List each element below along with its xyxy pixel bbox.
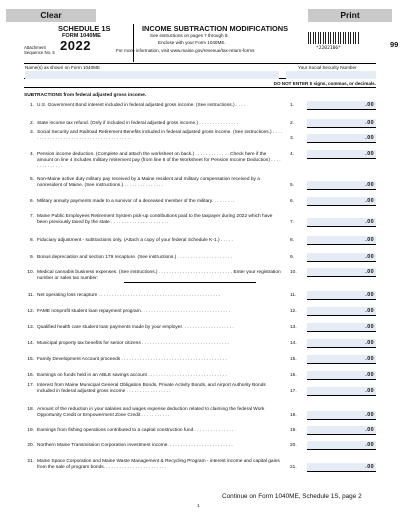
line-ref: 4. xyxy=(290,152,295,157)
line-ref: 15. xyxy=(290,357,297,362)
zero-cents: .00 xyxy=(365,182,374,188)
zero-cents: .00 xyxy=(365,324,374,330)
line-13-amount[interactable] xyxy=(307,323,376,332)
line-ref: 10. xyxy=(290,270,297,275)
zero-cents: .00 xyxy=(365,427,374,433)
instructions-line-1: See instructions on pages 7 through 8. xyxy=(150,33,229,38)
line-ref: 1. xyxy=(290,103,295,108)
line-ref: 3. xyxy=(290,136,295,141)
clear-button[interactable]: Clear xyxy=(6,9,96,22)
continue-note: Continue on Form 1040ME, Schedule 1S, page 2 xyxy=(222,493,362,500)
line-11-amount[interactable] xyxy=(307,291,376,300)
line-number: 18. xyxy=(27,407,34,412)
line-number: 8. xyxy=(29,238,34,243)
line-15-amount[interactable] xyxy=(307,355,376,364)
attachment-sequence: Attachment Sequence No. 5 xyxy=(24,45,55,55)
line-number: 21. xyxy=(27,459,34,464)
line-ref: 16. xyxy=(290,373,297,378)
line-text: Maine Space Corporation and Maine Waste Management & Recycling Program - interest income and capital gains from the sale of program bonds. . . . . . . . . . . . . . . . . . . . . . . . xyxy=(37,459,280,470)
zero-cents: .00 xyxy=(365,151,374,157)
line-number: 11. xyxy=(27,293,34,298)
entry-notice-text: DO NOT ENTER $ signs, commas, or decimals. xyxy=(273,81,376,86)
line-text: Earnings on funds held in an ABLE savings account . . . . . . . . . . . . . . . . . . . . . . . . . . . . . . xyxy=(37,373,227,378)
line-text: Pension income deduction. (Complete and attach the worksheet on back.) . . . . . . . . . . . . . Check here if the amount on line 4 includes military retirement pay (from line 6 of the Worksheet for Pension Income Deduction) . . . . . . . . . . . . . . xyxy=(37,152,281,169)
entry-notice xyxy=(24,81,376,88)
line-number: 7. xyxy=(29,214,34,219)
line-text: Northern Maine Transmission Corporation investment income. . . . . . . . . . . . . . . . . . . . . . . . . xyxy=(37,443,233,448)
zero-cents: .00 xyxy=(365,292,374,298)
line-text: U.S. Government Bond interest included in federal adjusted gross income. (See instructions.) . . . . xyxy=(37,103,246,108)
line-ref: 2. xyxy=(290,121,295,126)
line-number: 17. xyxy=(27,383,34,388)
line-text: Net operating loss recapture . . . . . . . . . . . . . . . . . . . . . . . . . . . . . . . . . . . . . . . . . . . . . . xyxy=(37,293,220,298)
line-number: 13. xyxy=(27,325,34,330)
barcode-image xyxy=(308,32,360,44)
line-text: Municipal property tax benefits for senior citizens . . . . . . . . . . . . . . . . . . . . . . . . . . . . . . . . . xyxy=(37,341,229,346)
zero-cents: .00 xyxy=(365,237,374,243)
line-number: 1. xyxy=(29,103,34,108)
line-ref: 17. xyxy=(290,389,297,394)
name-ssn-bar xyxy=(24,63,376,79)
subtractions-intro: SUBTRACTIONS from federal adjusted gross income. xyxy=(24,93,147,98)
line-text: Amount of the reduction in your salaries and wages expense deduction related to claiming the federal Work Opportunity Credit or Empowerment Zone Credit . . . . . . . . . . . xyxy=(37,407,265,418)
line-ref: 12. xyxy=(290,309,297,314)
line-16-amount[interactable] xyxy=(307,371,376,380)
page-number: 1 xyxy=(197,503,200,508)
zero-cents: .00 xyxy=(365,372,374,378)
page-code: 99 xyxy=(390,40,399,49)
line-12-amount[interactable] xyxy=(307,307,376,316)
line-number: 9. xyxy=(29,255,34,260)
print-button[interactable]: Print xyxy=(308,9,392,22)
line-text: Fiduciary adjustment - subtractions only. (Attach a copy of your federal Schedule K-1.) . . . . . xyxy=(37,238,233,243)
zero-cents: .00 xyxy=(365,254,374,260)
line-1-amount[interactable] xyxy=(307,101,376,110)
line-number: 15. xyxy=(27,357,34,362)
line-8-amount[interactable] xyxy=(307,236,376,245)
tax-year: 2022 xyxy=(60,38,91,53)
zero-cents: .00 xyxy=(365,464,374,470)
line-5-amount[interactable] xyxy=(307,181,376,190)
ssn-field[interactable] xyxy=(286,71,376,79)
line-text: Bonus depreciation and section 179 recapture. (See instructions.) . . . . . . . . . . . . . . . . . . . . . xyxy=(37,255,233,260)
instructions-line-3: For more information, visit www.maine.gov/revenue/tax-return-forms xyxy=(116,48,255,53)
name-label: Name(s) as shown on Form 1040ME xyxy=(25,65,101,70)
line-text: Non-Maine active duty military pay received by a Maine resident and military compensation received by a nonresident of Maine. (See instructions.) . . . . . . . . . . . . . . . xyxy=(37,177,260,188)
line-6-amount[interactable] xyxy=(307,197,376,206)
zero-cents: .00 xyxy=(365,269,374,275)
line-ref: 13. xyxy=(290,325,297,330)
line-text: Interest from Maine Municipal General Obligation Bonds, Private Activity Bonds, and Airport Authority Bonds included in federal adjusted gross income . . . . . . . . . . . . . . . . . xyxy=(37,383,266,394)
line-ref: 20. xyxy=(290,443,297,448)
barcode-number: *2202106* xyxy=(316,46,341,51)
line-9-amount[interactable] xyxy=(307,253,376,262)
line-21-amount[interactable] xyxy=(307,463,376,472)
zero-cents: .00 xyxy=(365,102,374,108)
line-text: Family Development Account proceeds . . . . . . . . . . . . . . . . . . . . . . . . . . . . . . . . . . . . . . . . xyxy=(37,357,227,362)
line-number: 5. xyxy=(29,177,34,182)
line-number: 3. xyxy=(29,130,34,135)
line-ref: 8. xyxy=(290,238,295,243)
zero-cents: .00 xyxy=(365,388,374,394)
line-10-amount[interactable] xyxy=(307,268,376,277)
line-2-amount[interactable] xyxy=(307,119,376,128)
zero-cents: .00 xyxy=(365,412,374,418)
schedule-box xyxy=(24,24,134,62)
line-number: 4. xyxy=(29,152,34,157)
line-4-amount[interactable] xyxy=(307,150,376,159)
line-number: 16. xyxy=(27,373,34,378)
zero-cents: .00 xyxy=(365,308,374,314)
line-text: Military annuity payments made to a survivor of a deceased member of the military. . . . . . . . . xyxy=(37,199,235,204)
line-17-amount[interactable] xyxy=(307,387,376,396)
line-number: 20. xyxy=(27,443,34,448)
line-ref: 11. xyxy=(290,293,297,298)
line-text: Maine Public Employees Retirement System pick-up contributions paid to the taxpayer during 2022 which have been previously taxed by the state . . . . . . . . . . . . . . . . . . . . . . xyxy=(37,214,273,225)
line-number: 14. xyxy=(27,341,34,346)
line-text: Qualified health care student loan payments made by your employer. . . . . . . . . . . . . . . . . . . . xyxy=(37,325,234,330)
line-number: 12. xyxy=(27,309,34,314)
zero-cents: .00 xyxy=(365,340,374,346)
line-18-amount[interactable] xyxy=(307,411,376,420)
top-toolbar xyxy=(6,9,392,22)
line-text: FAME nonprofit student loan repayment program. . . . . . . . . . . . . . . . . . . . . . . . . . . . . . . . . . xyxy=(37,309,231,314)
form-number: FORM 1040ME xyxy=(62,33,101,39)
line-number: 6. xyxy=(29,199,34,204)
registration-number-field[interactable] xyxy=(124,277,256,283)
zero-cents: .00 xyxy=(365,198,374,204)
ssn-label: Your Social Security Number xyxy=(298,65,357,70)
line-ref: 18. xyxy=(290,413,297,418)
line-ref: 19. xyxy=(290,428,297,433)
form-header xyxy=(24,24,399,62)
line-ref: 14. xyxy=(290,341,297,346)
line-ref: 6. xyxy=(290,199,295,204)
zero-cents: .00 xyxy=(365,356,374,362)
line-ref: 5. xyxy=(290,183,295,188)
line-number: 10. xyxy=(27,270,34,275)
line-20-amount[interactable] xyxy=(307,441,376,450)
line-number: 19. xyxy=(27,428,34,433)
schedule-title: SCHEDULE 1S xyxy=(58,24,111,33)
line-text: State income tax refund. (Only if included in federal adjusted gross income.) . . . . . . . . . . . . . . . xyxy=(37,121,239,126)
line-19-amount[interactable] xyxy=(307,426,376,435)
line-7-amount[interactable] xyxy=(307,218,376,227)
line-text: Earnings from fishing operations contributed to a capital construction fund . . . . . . . . . . . . . . . xyxy=(37,428,234,433)
line-ref: 21. xyxy=(290,465,297,470)
line-number: 2. xyxy=(29,121,34,126)
instructions-line-2: Enclose with your Form 1040ME. xyxy=(158,40,226,45)
line-text: Social Security and Railroad Retirement Benefits included in federal adjusted gross income. (See instructions.) . . . . . . . . . . . . . . . . . . . . . . . . . . . . . . . . . . . . . . . . xyxy=(37,130,283,141)
name-field[interactable] xyxy=(25,71,279,79)
zero-cents: .00 xyxy=(365,442,374,448)
line-ref: 9. xyxy=(290,255,295,260)
line-text: Medical cannabis business expenses. (See instructions.) . . . . . . . . . . . . . . . . . . . . . . . . . . . . Enter your registration number or sales tax number: xyxy=(37,270,281,281)
zero-cents: .00 xyxy=(365,135,374,141)
form-title: INCOME SUBTRACTION MODIFICATIONS xyxy=(142,24,289,33)
zero-cents: .00 xyxy=(365,120,374,126)
line-3-amount[interactable] xyxy=(307,134,376,143)
line-ref: 7. xyxy=(290,220,295,225)
zero-cents: .00 xyxy=(365,219,374,225)
line-14-amount[interactable] xyxy=(307,339,376,348)
